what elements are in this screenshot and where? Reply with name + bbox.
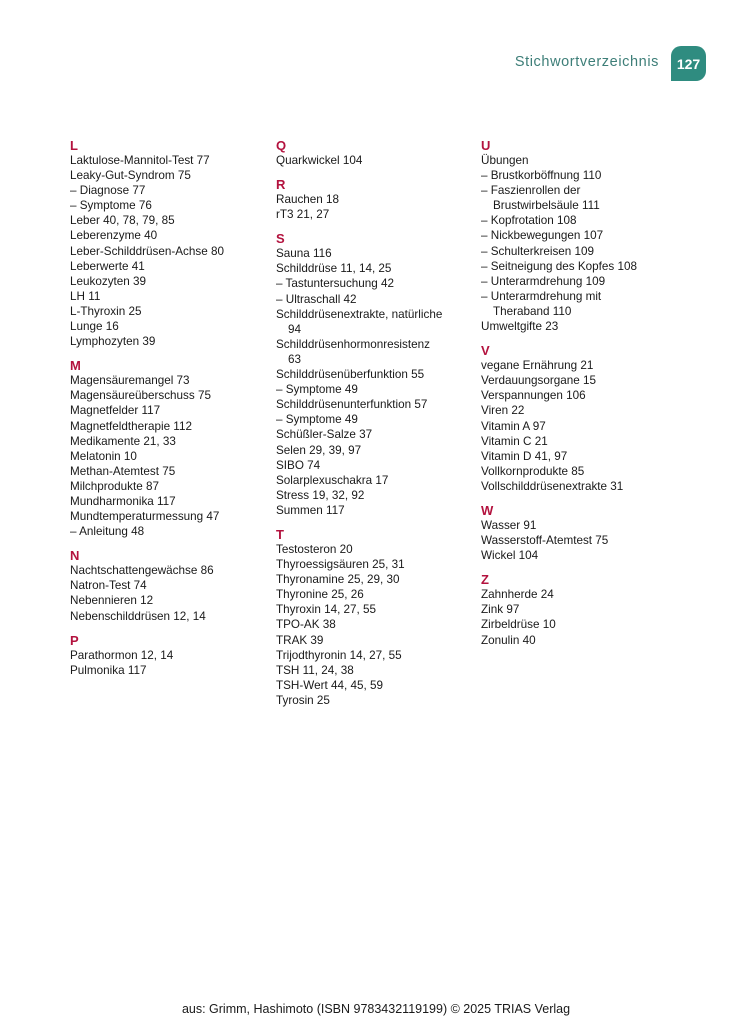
index-entry: Nebenschilddrüsen 12, 14 [70,609,206,623]
index-subentry: – Symptome 76 [70,199,152,213]
index-entry: Mundharmonika 117 [70,494,176,508]
index-entry: Thyronine 25, 26 [276,588,364,602]
index-entry: Schilddrüsenunterfunktion 57 [276,398,428,412]
index-subentry: – Symptome 49 [276,383,358,397]
section-letter: U [481,138,491,153]
index-entry: Selen 29, 39, 97 [276,443,362,457]
index-entry: Sauna 116 [276,247,332,261]
index-entry: Nebennieren 12 [70,594,154,608]
index-section [70,138,270,349]
index-section [70,633,270,678]
index-subentry: – Unterarmdrehung 109 [481,274,606,288]
index-entry: Trijodthyronin 14, 27, 55 [276,648,402,662]
index-entry: Tyrosin 25 [276,693,330,707]
index-section [70,358,270,539]
index-entry: Theraband 110 [493,304,572,318]
index-column-3 [481,138,681,657]
section-letter: P [70,632,79,648]
index-column-1 [70,138,270,687]
index-entry: Übungen [481,154,529,167]
index-entry: vegane Ernährung 21 [481,359,594,373]
index-subentry: – Kopfrotation 108 [481,214,577,228]
index-entry: Magnetfelder 117 [70,404,161,418]
index-entry: Zonulin 40 [481,633,536,647]
index-entry: Leaky-Gut-Syndrom 75 [70,169,191,183]
running-header-title: Stichwortverzeichnis [514,54,659,70]
index-entry: Magensäuremangel 73 [70,374,190,388]
index-subentry: – Anleitung 48 [70,525,145,539]
index-entry: Leber-Schilddrüsen-Achse 80 [70,244,224,258]
index-section [481,343,681,494]
index-subentry: – Unterarmdrehung mit [481,289,602,303]
section-letter: L [70,138,78,153]
index-section [276,231,476,518]
section-letter: W [481,502,494,518]
index-entry: Stress 19, 32, 92 [276,488,365,502]
index-entry: Wickel 104 [481,549,539,563]
index-entry: TSH-Wert 44, 45, 59 [276,678,383,692]
section-letter: T [276,526,284,542]
section-letter: M [70,358,81,374]
index-entry: Nachtschattengewächse 86 [70,564,214,578]
index-section [481,503,681,563]
index-entry: Melatonin 10 [70,449,137,463]
index-entry: Vitamin C 21 [481,434,548,448]
index-entry: Medikamente 21, 33 [70,434,176,448]
index-subentry: – Symptome 49 [276,413,358,427]
index-entry: Wasser 91 [481,518,537,532]
index-subentry: – Brustkorböffnung 110 [481,169,602,183]
index-entry: Milchprodukte 87 [70,479,160,493]
index-subentry: – Tastuntersuchung 42 [276,277,395,291]
index-column-2 [276,138,476,717]
index-entry: Parathormon 12, 14 [70,648,174,662]
index-entry: Quarkwickel 104 [276,154,363,167]
index-subentry: – Seitneigung des Kopfes 108 [481,259,637,273]
index-subentry: – Ultraschall 42 [276,292,357,306]
index-entry: Schilddrüsenhormonresistenz [276,337,430,351]
index-entry: Lunge 16 [70,320,119,334]
index-entry: Verspannungen 106 [481,389,586,403]
footer-citation: aus: Grimm, Hashimoto (ISBN 9783432119199) © 2025 TRIAS Verlag [181,1002,571,1016]
index-subentry: – Diagnose 77 [70,184,146,198]
section-letter: S [276,231,285,247]
index-entry: 63 [288,352,302,366]
index-entry: Laktulose-Mannitol-Test 77 [70,154,210,167]
index-entry: Lymphozyten 39 [70,335,156,349]
index-entry: Zahnherde 24 [481,588,554,602]
index-section [70,548,270,623]
page-number-badge: 127 [671,46,706,81]
index-subentry: – Faszienrollen der [481,184,581,198]
index-entry: TRAK 39 [276,633,324,647]
index-entry: Umweltgifte 23 [481,320,559,334]
section-letter: Z [481,572,489,588]
index-entry: Viren 22 [481,404,525,418]
section-letter: N [70,548,80,564]
index-entry: Vitamin D 41, 97 [481,449,568,463]
index-entry: Schilddrüsenüberfunktion 55 [276,368,425,382]
index-section [276,177,476,222]
section-letter: V [481,343,490,359]
index-entry: Leberenzyme 40 [70,229,158,243]
index-section [276,138,476,168]
index-entry: LH 11 [70,289,101,303]
index-entry: rT3 21, 27 [276,208,330,222]
index-entry: SIBO 74 [276,458,321,472]
index-entry: Leukozyten 39 [70,274,147,288]
index-entry: Schilddrüsenextrakte, natürliche [276,307,443,321]
index-section [276,527,476,708]
index-entry: Leber 40, 78, 79, 85 [70,214,175,228]
index-entry: Vollschilddrüsenextrakte 31 [481,479,624,493]
index-entry: Natron-Test 74 [70,579,147,593]
index-entry: Mundtemperaturmessung 47 [70,510,220,524]
index-section [481,138,681,334]
index-entry: Rauchen 18 [276,193,340,207]
index-entry: Wasserstoff-Atemtest 75 [481,534,609,548]
index-section [481,572,681,647]
index-entry: Leberwerte 41 [70,259,145,273]
index-entry: TSH 11, 24, 38 [276,663,354,677]
index-entry: Solarplexuschakra 17 [276,473,389,487]
index-entry: Zirbeldrüse 10 [481,618,556,632]
index-entry: L-Thyroxin 25 [70,304,142,318]
index-entry: Pulmonika 117 [70,663,147,677]
index-subentry: – Nickbewegungen 107 [481,229,604,243]
index-entry: Testosteron 20 [276,542,353,556]
index-entry: Schüßler-Salze 37 [276,428,373,442]
index-subentry: – Schulterkreisen 109 [481,244,595,258]
index-entry: Methan-Atemtest 75 [70,464,176,478]
index-entry: Zink 97 [481,603,520,617]
index-entry: Magensäureüberschuss 75 [70,389,211,403]
section-letter: Q [276,138,287,153]
index-entry: TPO-AK 38 [276,618,336,632]
index-entry: Vitamin A 97 [481,419,546,433]
index-entry: 94 [288,322,302,336]
index-entry: Vollkornprodukte 85 [481,464,585,478]
index-entry: Thyroxin 14, 27, 55 [276,603,377,617]
index-entry: Summen 117 [276,503,345,517]
index-entry: Thyroessigsäuren 25, 31 [276,558,405,572]
index-entry: Thyronamine 25, 29, 30 [276,573,400,587]
index-entry: Brustwirbelsäule 111 [493,199,600,213]
index-entry: Schilddrüse 11, 14, 25 [276,262,392,276]
section-letter: R [276,177,286,193]
index-entry: Magnetfeldtherapie 112 [70,419,192,433]
index-entry: Verdauungsorgane 15 [481,374,597,388]
